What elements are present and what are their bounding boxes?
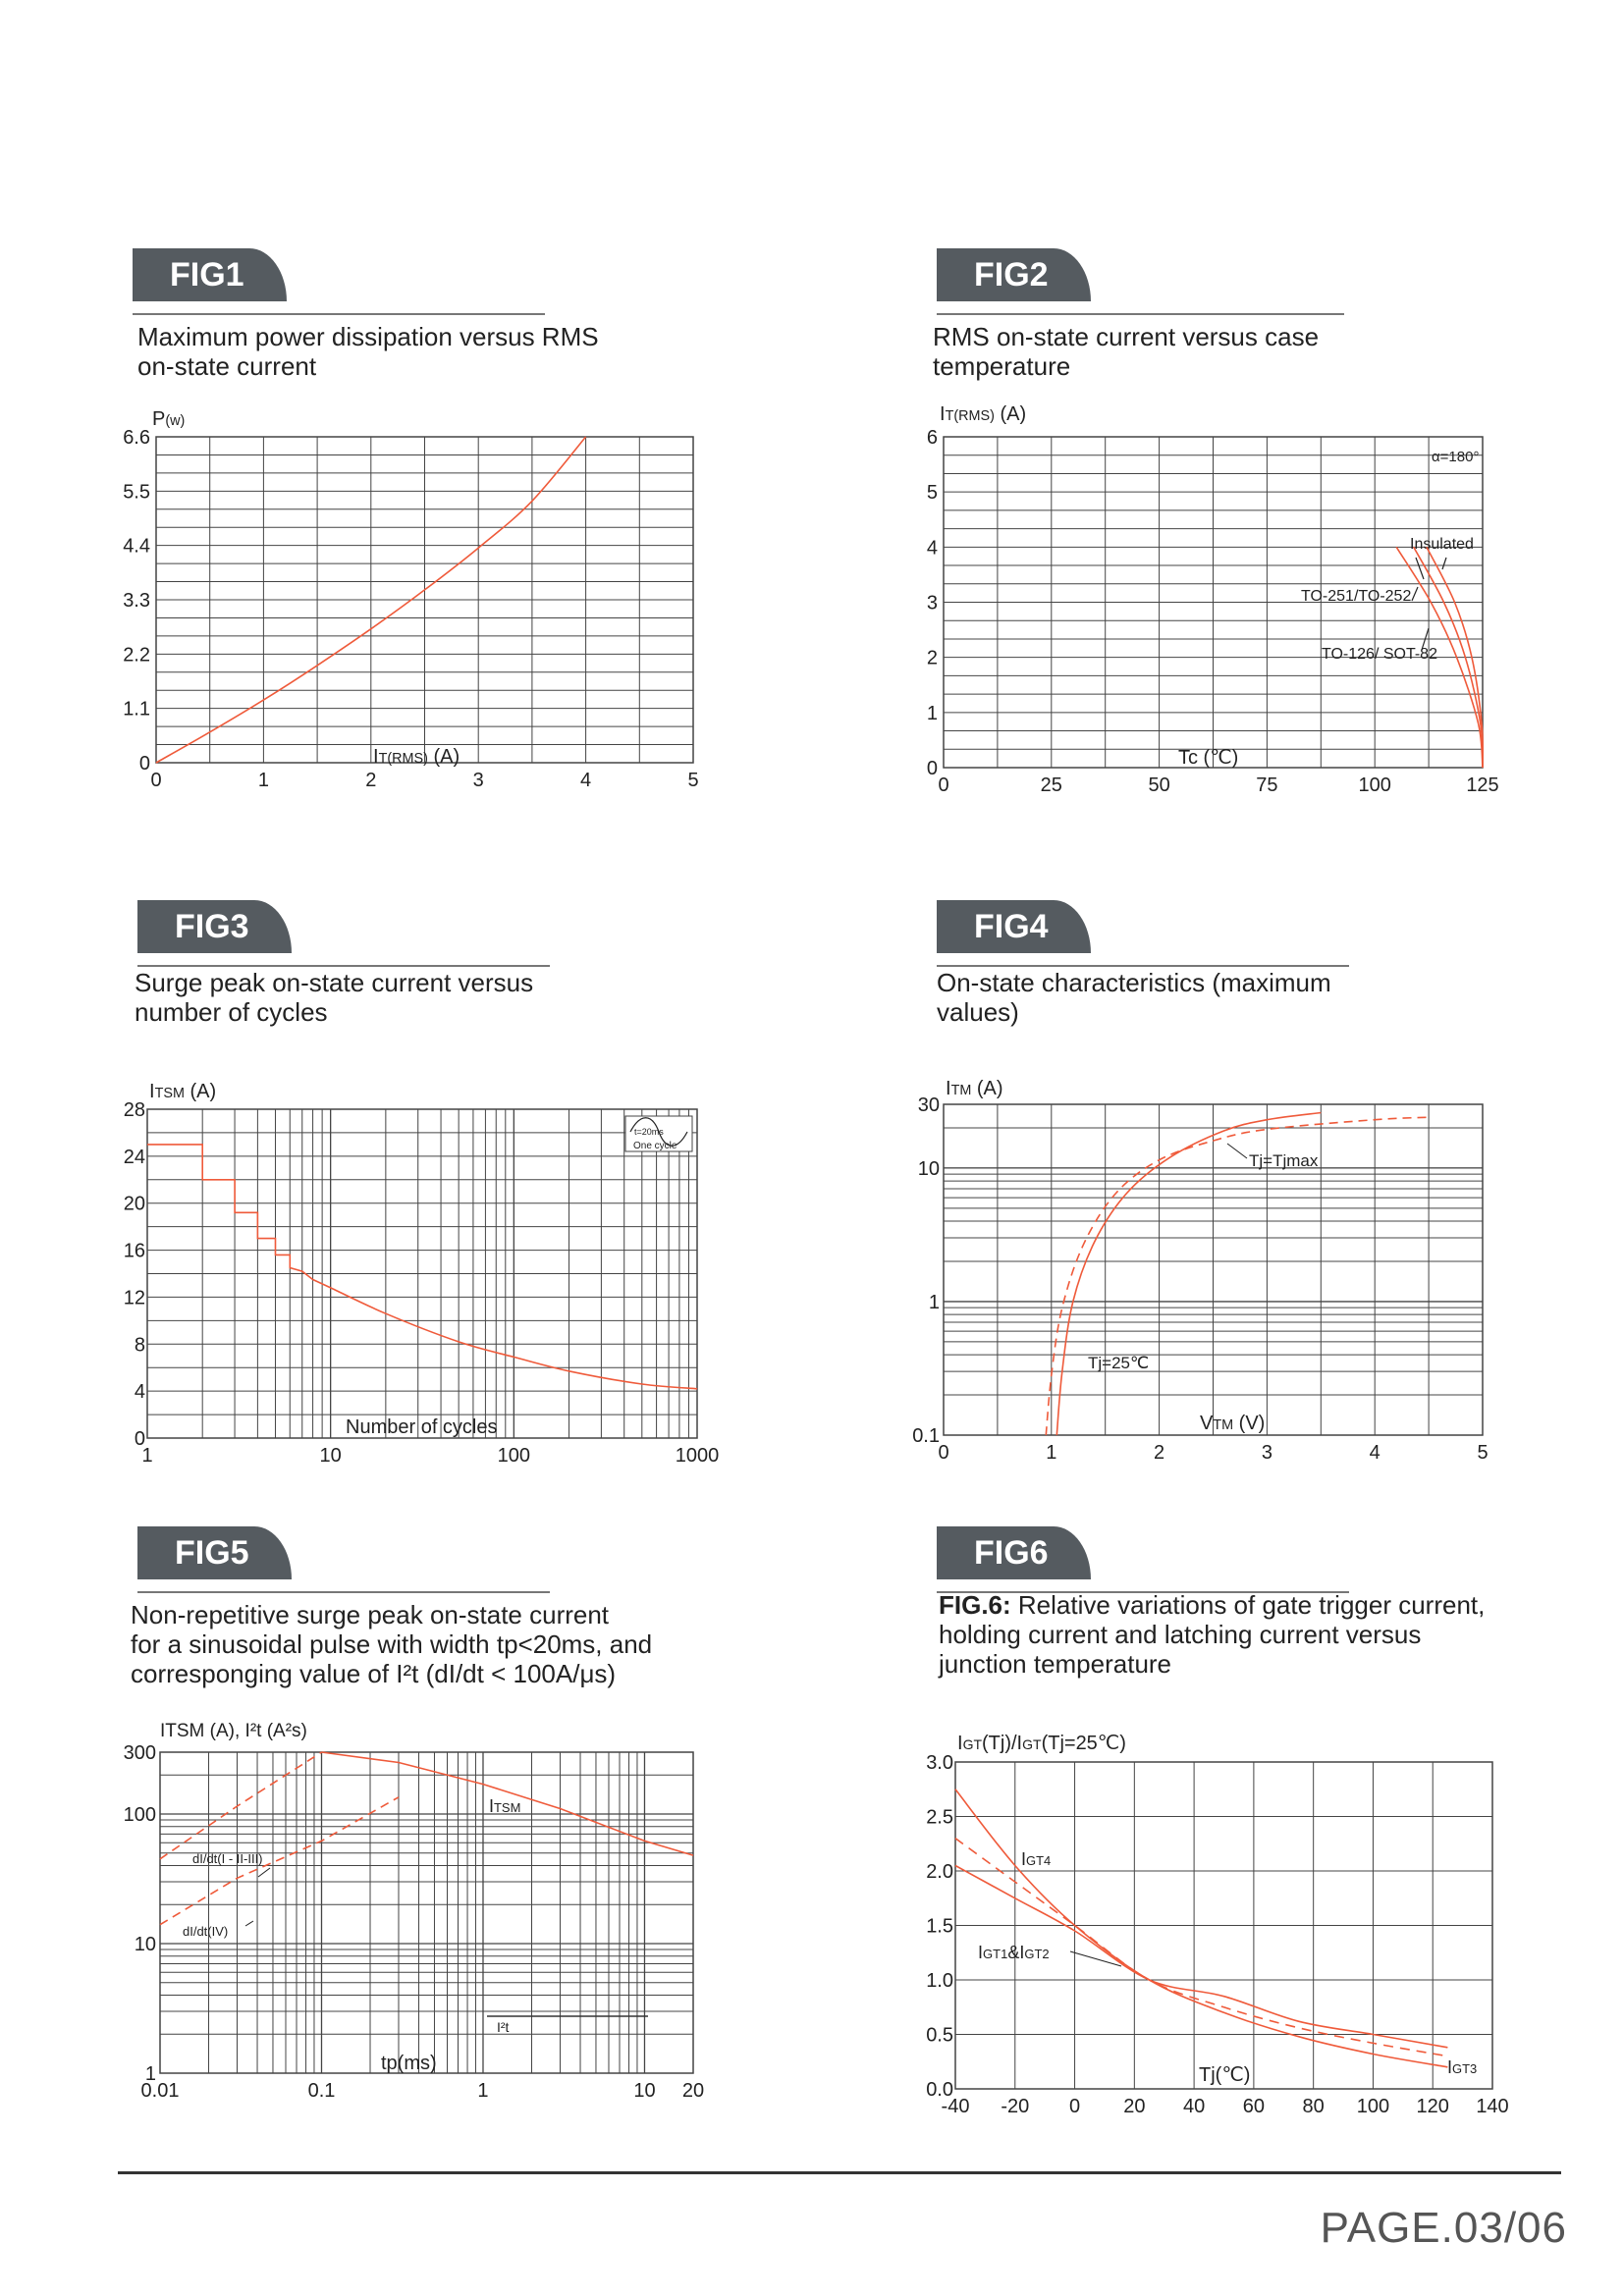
x-tick-label: 5 — [687, 770, 699, 791]
annotation-i2t: I²t — [497, 2019, 510, 2035]
annotation-igt3: IGT3 — [1447, 2057, 1478, 2077]
x-tick-label: 100 — [1356, 2096, 1390, 2117]
y-tick-label: 1.0 — [926, 1970, 953, 1992]
y-tick-label: 2.5 — [926, 1806, 953, 1829]
x-tick-label: 60 — [1242, 2096, 1266, 2117]
x-tick-label: 120 — [1416, 2096, 1449, 2117]
x-tick-label: 0 — [1068, 2096, 1081, 2117]
y-tick-label: 4 — [134, 1381, 145, 1404]
x-axis-label: Number of cycles — [346, 1416, 498, 1438]
y-tick-label: 10 — [134, 1933, 156, 1955]
y-tick-label: 1 — [926, 702, 938, 724]
annotation-tjmax: Tj=Tjmax — [1249, 1151, 1319, 1170]
y-tick-label: 8 — [134, 1334, 145, 1357]
y-tick-label: 5.5 — [123, 481, 150, 504]
fig3-caption: Surge peak on-state current versus number of cycles — [135, 968, 534, 1027]
y-tick-label: 2 — [926, 647, 938, 669]
y-axis-label: IT(RMS) (A) — [940, 403, 1027, 425]
y-tick-label: 1.1 — [123, 698, 150, 721]
fig5-tab: FIG5 — [137, 1526, 292, 1579]
x-tick-label: -20 — [1001, 2096, 1030, 2117]
y-tick-label: 20 — [123, 1193, 145, 1215]
fig1-caption: Maximum power dissipation versus RMS on-state current — [137, 322, 599, 381]
page-number: PAGE.03/06 — [1320, 2204, 1567, 2252]
x-tick-label: 2 — [1154, 1442, 1165, 1464]
y-tick-label: 1.5 — [926, 1915, 953, 1938]
y-axis-label: P(w) — [152, 408, 186, 430]
annotation-didt-4: dI/dt(IV) — [183, 1924, 229, 1939]
x-axis-label: Tc (℃) — [1178, 747, 1239, 769]
fig4-caption: On-state characteristics (maximum values) — [937, 968, 1331, 1027]
y-tick-label: 0 — [138, 753, 150, 774]
x-tick-label: 1 — [257, 770, 269, 791]
x-tick-label: 75 — [1256, 774, 1278, 796]
y-tick-label: 1 — [144, 2063, 156, 2085]
y-tick-label: 12 — [123, 1287, 145, 1309]
annotation-alpha: α=180° — [1432, 449, 1480, 465]
x-tick-label: 1 — [477, 2080, 489, 2102]
annotation-insulated: Insulated — [1410, 536, 1474, 553]
annotation-igt1-igt2: IGT1&IGT2 — [978, 1943, 1050, 1962]
y-tick-label: 3.0 — [926, 1752, 953, 1774]
y-tick-label: 0.5 — [926, 2024, 953, 2047]
x-tick-label: 0.01 — [140, 2080, 180, 2102]
fig3-tab: FIG3 — [137, 900, 292, 953]
x-tick-label: 10 — [319, 1445, 342, 1467]
annotation-to251: TO-251/TO-252 — [1301, 588, 1412, 605]
annotation-pulse-width: t=20ms — [634, 1127, 664, 1137]
y-tick-label: 6.6 — [123, 427, 150, 449]
x-tick-label: 25 — [1040, 774, 1062, 796]
y-tick-label: 0.1 — [912, 1425, 940, 1447]
y-axis-label: ITM (A) — [946, 1078, 1003, 1099]
annotation-igt4: IGT4 — [1021, 1849, 1052, 1869]
y-tick-label: 4 — [926, 537, 938, 560]
fig6-tab: FIG6 — [937, 1526, 1091, 1579]
fig2-tab: FIG2 — [937, 248, 1091, 301]
fig4-tab: FIG4 — [937, 900, 1091, 953]
y-tick-label: 1 — [928, 1291, 940, 1313]
y-axis-label: IGT(Tj)/IGT(Tj=25℃) — [957, 1733, 1126, 1754]
annotation-tj25: Tj=25℃ — [1088, 1354, 1150, 1372]
x-axis-label: IT(RMS) (A) — [373, 746, 460, 768]
x-tick-label: 50 — [1148, 774, 1170, 796]
series-line-igt4 — [955, 1789, 1447, 2067]
y-tick-label: 5 — [926, 482, 938, 505]
annotation-itsm: ITSM — [489, 1796, 521, 1816]
x-tick-label: 1 — [141, 1445, 153, 1467]
x-tick-label: 2 — [365, 770, 377, 791]
fig6-caption-text: Relative variations of gate trigger current, holding current and latching current versus junction temperature — [939, 1590, 1486, 1679]
y-tick-label: 30 — [917, 1095, 940, 1116]
x-tick-label: 125 — [1466, 774, 1499, 796]
x-tick-label: 80 — [1302, 2096, 1325, 2117]
y-tick-label: 3 — [926, 592, 938, 614]
x-tick-label: 10 — [633, 2080, 656, 2102]
x-tick-label: 100 — [497, 1445, 531, 1467]
y-tick-label: 16 — [123, 1240, 145, 1262]
y-tick-label: 100 — [123, 1803, 156, 1826]
x-tick-label: 1 — [1046, 1442, 1057, 1464]
x-axis-label: VTM (V) — [1200, 1413, 1266, 1434]
fig5-caption: Non-repetitive surge peak on-state current for a sinusoidal pulse with width tp<20ms, and corresponging value of I²t (dI/dt < 100A/μs) — [131, 1600, 653, 1688]
x-tick-label: 40 — [1182, 2096, 1206, 2117]
y-tick-label: 0.0 — [926, 2079, 953, 2101]
x-tick-label: 4 — [1369, 1442, 1380, 1464]
x-tick-label: 0.1 — [307, 2080, 336, 2102]
x-tick-label: 5 — [1477, 1442, 1489, 1464]
fig6-caption-bold: FIG.6: — [939, 1590, 1011, 1620]
x-tick-label: 0 — [150, 770, 162, 791]
annotation-one-cycle: One cycle — [633, 1141, 677, 1151]
x-tick-label: 20 — [1123, 2096, 1146, 2117]
y-tick-label: 24 — [123, 1146, 145, 1168]
y-tick-label: 10 — [917, 1157, 940, 1180]
y-tick-label: 2.2 — [123, 644, 150, 667]
annotation-didt-1-3: dI/dt(I - II-III) — [192, 1851, 263, 1866]
fig2-caption: RMS on-state current versus case temperature — [933, 322, 1320, 381]
x-tick-label: 3 — [472, 770, 484, 791]
y-axis-label: ITSM (A) — [149, 1081, 217, 1102]
x-tick-label: 0 — [938, 1442, 949, 1464]
x-tick-label: 4 — [580, 770, 592, 791]
x-tick-label: 0 — [938, 774, 949, 796]
annotation-to126: TO-126/ SOT-82 — [1322, 646, 1437, 663]
x-tick-label: 20 — [681, 2080, 705, 2102]
y-tick-label: 28 — [123, 1099, 145, 1121]
y-tick-label: 6 — [926, 427, 938, 449]
y-tick-label: 2.0 — [926, 1861, 953, 1883]
fig1-tab: FIG1 — [133, 248, 287, 301]
y-tick-label: 0 — [926, 758, 938, 779]
x-tick-label: 140 — [1476, 2096, 1509, 2117]
x-tick-label: 100 — [1358, 774, 1391, 796]
y-tick-label: 3.3 — [123, 590, 150, 612]
x-tick-label: 3 — [1261, 1442, 1272, 1464]
x-tick-label: 1000 — [675, 1445, 720, 1467]
y-tick-label: 0 — [134, 1428, 145, 1450]
footer-rule — [118, 2171, 1561, 2174]
x-axis-label: tp(ms) — [381, 2053, 437, 2074]
y-tick-label: 4.4 — [123, 535, 150, 558]
x-tick-label: -40 — [941, 2096, 970, 2117]
y-tick-label: 300 — [123, 1742, 156, 1764]
y-axis-label: ITSM (A), I²t (A²s) — [160, 1721, 307, 1741]
x-axis-label: Tj(℃) — [1199, 2064, 1251, 2086]
